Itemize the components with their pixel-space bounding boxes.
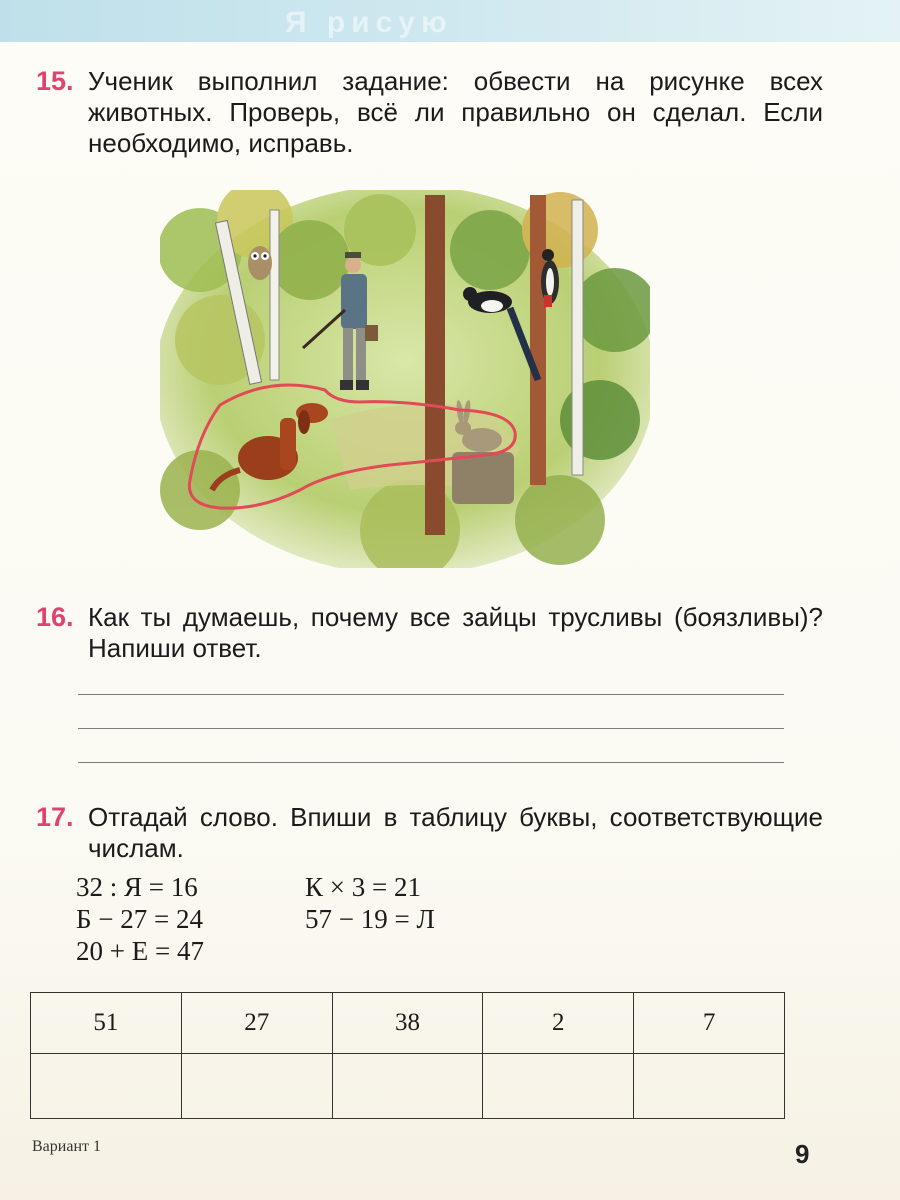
answer-line[interactable]	[78, 694, 784, 695]
equation: 20 + Е = 47	[76, 936, 204, 966]
number-cell: 27	[181, 993, 332, 1054]
tree-stump	[452, 452, 514, 504]
task-17-number: 17.	[36, 802, 74, 832]
letter-cell[interactable]	[181, 1054, 332, 1119]
birch-trunk	[572, 200, 583, 475]
equation: 57 − 19 = Л	[305, 904, 435, 934]
equation: 32 : Я = 16	[76, 872, 198, 902]
number-cell: 2	[483, 993, 634, 1054]
page-number: 9	[795, 1139, 810, 1169]
birch-trunk	[270, 210, 279, 380]
answer-table	[30, 992, 785, 1119]
forest-illustration	[160, 190, 650, 568]
number-cell: 51	[31, 993, 182, 1054]
number-row	[31, 993, 785, 1054]
header-band	[0, 0, 900, 42]
task-16-number: 16.	[36, 602, 74, 632]
number-cell: 7	[634, 993, 785, 1054]
pine-trunk	[530, 195, 546, 485]
task-15-number: 15.	[36, 66, 74, 96]
answer-line[interactable]	[78, 728, 784, 729]
equation: К × 3 = 21	[305, 872, 421, 902]
number-cell: 38	[332, 993, 483, 1054]
equation: Б − 27 = 24	[76, 904, 203, 934]
task-15-text: Ученик выполнил задание: обвести на рисунке всех животных. Проверь, всё ли правильно он сделал. Если необходимо, исправь.	[88, 66, 823, 158]
header-band-text: Я рисую	[285, 6, 453, 39]
letter-cell[interactable]	[332, 1054, 483, 1119]
letter-cell[interactable]	[31, 1054, 182, 1119]
owl	[248, 246, 272, 280]
variant-label: Вариант 1	[32, 1138, 101, 1155]
letter-cell[interactable]	[483, 1054, 634, 1119]
answer-line[interactable]	[78, 762, 784, 763]
letter-cell[interactable]	[634, 1054, 785, 1119]
letter-row	[31, 1054, 785, 1119]
task-17-text: Отгадай слово. Впиши в таблицу буквы, соответствующие числам.	[88, 802, 823, 863]
task-16-text: Как ты думаешь, почему все зайцы трусливы (боязливы)? Напиши ответ.	[88, 602, 823, 663]
pine-trunk	[425, 195, 445, 535]
